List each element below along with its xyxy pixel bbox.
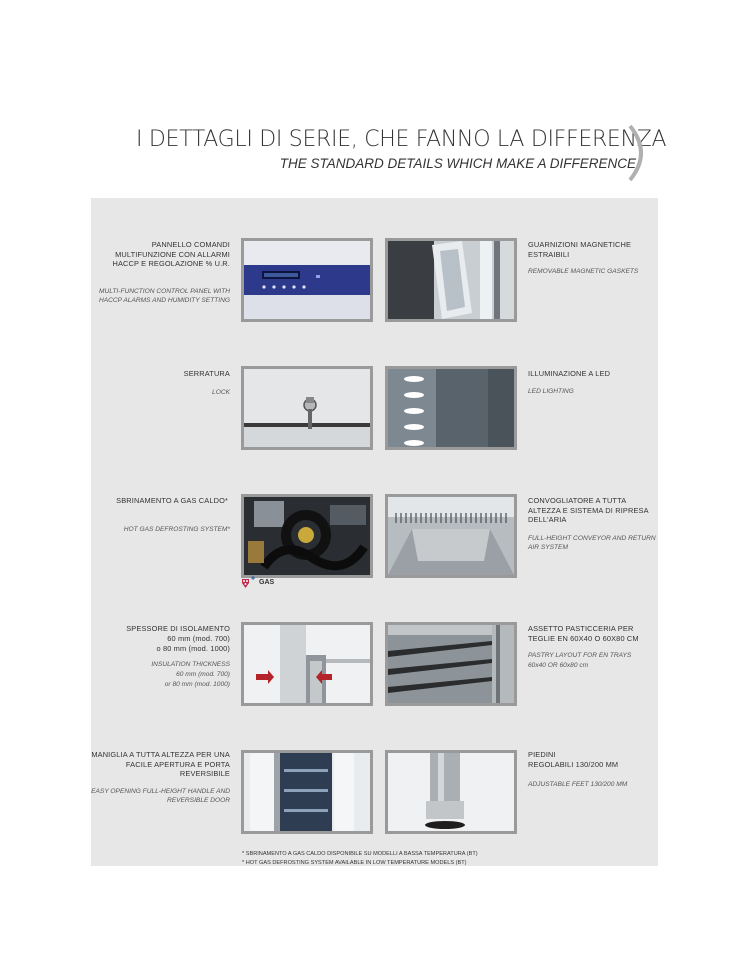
pastry-label-en-2: 60x40 OR 60x80 cm: [528, 662, 589, 669]
insulation-label-en-2: 60 mm (mod. 700): [176, 671, 230, 678]
footnote-en: * HOT GAS DEFROSTING SYSTEM AVAILABLE IN LOW TEMPERATURE MODELS (BT): [242, 860, 467, 866]
feet-label-en: ADJUSTABLE FEET 130/200 MM: [528, 781, 628, 788]
bracket-decoration: [626, 124, 656, 182]
control-panel-photo: [241, 238, 373, 322]
insulation-photo: [241, 622, 373, 706]
pastry-photo: [385, 622, 517, 706]
insulation-label-it-3: o 80 mm (mod. 1000): [156, 644, 230, 653]
gas-icon-label: GAS: [259, 579, 275, 586]
conveyor-photo: [385, 494, 517, 578]
defrost-label-it: SBRINAMENTO A GAS CALDO*: [116, 496, 228, 505]
feet-label-it-1: PIEDINI: [528, 750, 556, 759]
pastry-label-it-1: ASSETTO PASTICCERIA PER: [528, 624, 634, 633]
gaskets-photo: [385, 238, 517, 322]
led-label-it: ILLUMINAZIONE A LED: [528, 369, 611, 378]
insulation-label-en-1: INSULATION THICKNESS: [151, 661, 230, 668]
defrost-photo: [241, 494, 373, 578]
defrost-label-en: HOT GAS DEFROSTING SYSTEM*: [123, 526, 230, 533]
conveyor-label-en: FULL-HEIGHT CONVEYOR AND RETURN AIR SYSTEM: [528, 535, 656, 551]
handle-label-it: MANIGLIA A TUTTA ALTEZZA PER UNA FACILE APERTURA E PORTA REVERSIBILE: [91, 750, 230, 779]
control-panel-label-en: MULTI-FUNCTION CONTROL PANEL WITH HACCP ALARMS AND HUMIDITY SETTING: [98, 288, 230, 304]
lock-photo: [241, 366, 373, 450]
insulation-label-en-3: or 80 mm (mod. 1000): [164, 681, 230, 688]
control-panel-label-it: PANNELLO COMANDI MULTIFUNZIONE CON ALLARMI HACCP E REGOLAZIONE % U.R.: [112, 240, 230, 269]
conveyor-label-it: CONVOGLIATORE A TUTTA ALTEZZA E SISTEMA DI RIPRESA DELL'ARIA: [528, 496, 649, 525]
footnote-it: * SBRINAMENTO A GAS CALDO DISPONIBILE SU MODELLI A BASSA TEMPERATURA (BT): [242, 851, 478, 857]
feet-photo: [385, 750, 517, 834]
led-photo: [385, 366, 517, 450]
gaskets-label-it: GUARNIZIONI MAGNETICHE ESTRAIBILI: [528, 240, 632, 259]
lock-label-en: LOCK: [212, 389, 230, 396]
page-subtitle: THE STANDARD DETAILS WHICH MAKE A DIFFERENCE: [279, 156, 636, 171]
page-title: I DETTAGLI DI SERIE, CHE FANNO LA DIFFERENZA: [136, 127, 667, 152]
feet-label-it-2: REGOLABILI 130/200 MM: [528, 760, 619, 769]
gaskets-label-en: REMOVABLE MAGNETIC GASKETS: [528, 268, 639, 275]
led-label-en: LED LIGHTING: [528, 388, 574, 395]
handle-label-en: EASY OPENING FULL-HEIGHT HANDLE AND REVERSIBLE DOOR: [91, 788, 230, 804]
insulation-label-it-1: SPESSORE DI ISOLAMENTO: [126, 624, 230, 633]
pastry-label-it-2: TEGLIE EN 60X40 O 60X80 CM: [528, 634, 639, 643]
pastry-label-en-1: PASTRY LAYOUT FOR EN TRAYS: [528, 652, 632, 659]
lock-label-it: SERRATURA: [183, 369, 230, 378]
handle-photo: [241, 750, 373, 834]
insulation-label-it-2: 60 mm (mod. 700): [167, 634, 230, 643]
